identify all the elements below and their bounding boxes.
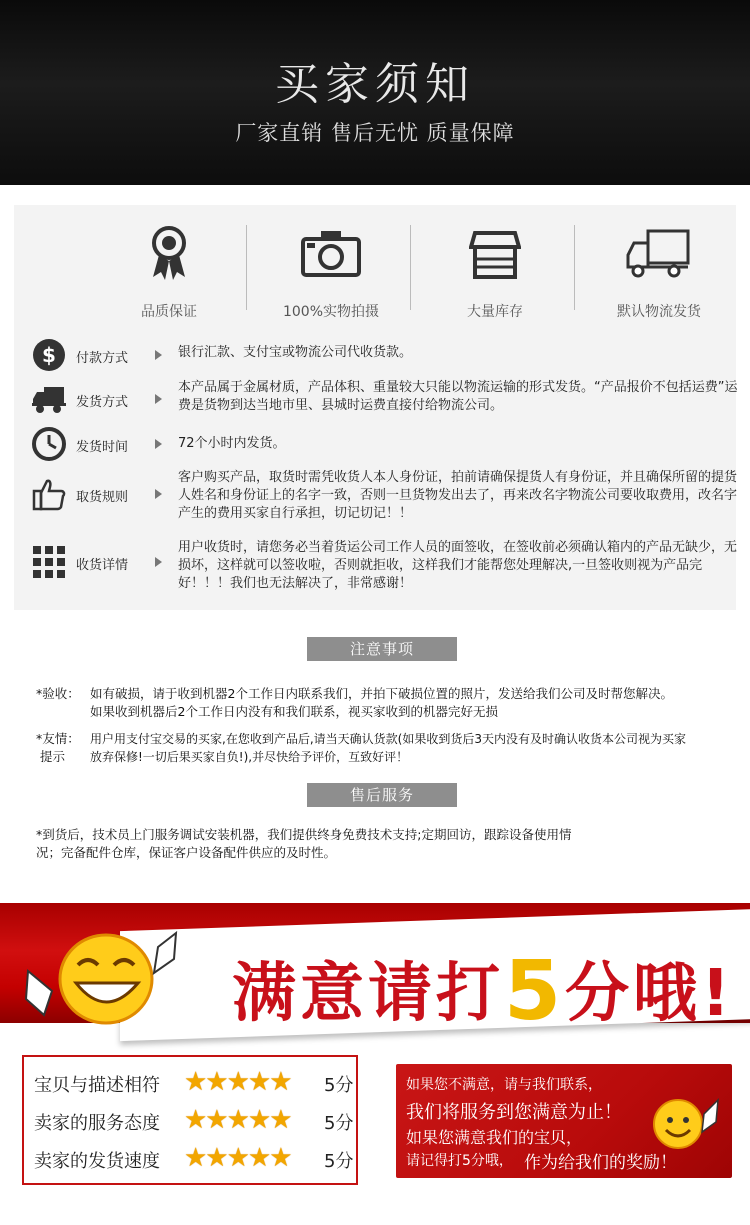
feature-photo: [246, 225, 416, 320]
row-label: 取货规则: [76, 490, 129, 505]
row-label: 收货详情: [76, 558, 129, 573]
clock-icon: [32, 427, 66, 461]
payment-row: [32, 338, 732, 372]
camera-icon: [299, 225, 363, 281]
shipping-time-row: [32, 427, 732, 461]
feature-label: 品质保证: [141, 304, 197, 320]
arrow-right-icon: [155, 557, 162, 567]
grid-icon: [32, 545, 66, 579]
friendly-line-2: 放弃保修!一切后果买家自负!),并尽快给予评价，互致好评！: [90, 750, 409, 764]
row-label: 发货方式: [76, 395, 129, 410]
rating-score: 5分: [324, 1151, 354, 1172]
rating-label: 宝贝与描述相符: [34, 1075, 160, 1096]
inspect-line-2: 如果收到机器后2个工作日内没有和我们联系，视买家收到的机器完好无损: [90, 704, 498, 719]
arrow-right-icon: [155, 350, 162, 360]
row-text: 本产品属于金属材质，产品体积、重量较大只能以物流运输的形式发货。“产品报价不包括运费”运费是货物到达当地市里、县城时运费直接付给物流公司。: [178, 380, 738, 413]
rating-row: [34, 1103, 354, 1137]
award-ribbon-icon: [149, 225, 189, 285]
truck-icon: [32, 381, 66, 415]
banner-five: 5: [504, 944, 566, 1039]
info-panel: [14, 205, 736, 610]
row-text: 客户购买产品，取货时需凭收货人本人身份证，拍前请确保提货人有身份证，并且确保所留的提货人姓名和身份证上的名字一致，否则一旦货物发出去了，再来改名字物流公司要收取费用，改名字产生的费用买家自行承担，切记切记！！: [178, 470, 738, 521]
five-stars-icon: ★★★★★: [184, 1105, 291, 1135]
message-line-1: 如果您不满意，请与我们联系，: [406, 1077, 602, 1093]
five-stars-icon: ★★★★★: [184, 1067, 291, 1097]
arrow-right-icon: [155, 439, 162, 449]
message-line-4b: 作为给我们的奖励！: [524, 1153, 677, 1173]
rating-row: [34, 1141, 354, 1175]
rating-label: 卖家的发货速度: [34, 1151, 160, 1172]
banner-text-before: 满意请打: [232, 957, 504, 1031]
ratings-box: [22, 1055, 358, 1185]
page-title: 买家须知: [275, 59, 475, 110]
feature-label: 100%实物拍摄: [282, 304, 380, 320]
friendly-label: *友情：: [36, 731, 80, 746]
after-sales-line-1: *到货后，技术员上门服务调试安装机器，我们提供终身免费技术支持;定期回访，跟踪设备使用情: [36, 827, 572, 842]
row-label: 付款方式: [76, 351, 129, 366]
rating-label: 卖家的服务态度: [34, 1113, 160, 1134]
rating-score: 5分: [324, 1075, 354, 1096]
inspect-line-1: 如有破损，请于收到机器2个工作日内联系我们，并拍下破损位置的照片，发送给我们公司及时帮您解决。: [90, 686, 673, 701]
truck-icon: [624, 225, 694, 281]
smiley-thumbs-up-icon: [18, 925, 183, 1030]
row-label: 发货时间: [76, 440, 129, 455]
after-sales-section-title: 售后服务: [307, 783, 457, 807]
smiley-icon: [648, 1092, 724, 1152]
banner-text-after: 分哦!: [565, 957, 735, 1031]
receiving-details-row: [32, 539, 738, 599]
notice-section-title: 注意事项: [307, 637, 457, 661]
row-text: 银行汇款、支付宝或物流公司代收货款。: [178, 345, 413, 360]
feature-stock: [410, 225, 580, 320]
feature-shipping: [574, 225, 744, 320]
after-sales-line-2: 况；完备配件仓库，保证客户设备配件供应的及时性。: [36, 845, 337, 860]
inspect-label: *验收：: [36, 686, 80, 701]
svg-text:$: $: [42, 343, 56, 367]
warehouse-icon: [469, 225, 521, 281]
pickup-rules-row: [32, 469, 738, 529]
feature-label: 默认物流发货: [617, 304, 701, 320]
thumbs-up-icon: [32, 477, 66, 511]
dollar-icon: [32, 338, 66, 372]
contact-message-box: [396, 1064, 732, 1178]
arrow-right-icon: [155, 394, 162, 404]
friendly-label-2: 提示: [40, 749, 66, 764]
feature-label: 大量库存: [467, 304, 523, 320]
rating-score: 5分: [324, 1113, 354, 1134]
hero-header: [0, 0, 750, 185]
message-line-2: 我们将服务到您满意为止！: [406, 1102, 622, 1123]
rating-row: [34, 1065, 354, 1099]
row-text: 72个小时内发货。: [178, 436, 286, 451]
feature-quality: [84, 225, 254, 320]
shipping-method-row: [32, 379, 738, 419]
message-line-3: 如果您满意我们的宝贝，: [406, 1128, 583, 1147]
friendly-line-1: 用户用支付宝交易的买家,在您收到产品后,请当天确认货款(如果收到货后3天内没有及时确认收货本公司视为买家: [90, 732, 686, 746]
page-subtitle: 厂家直销 售后无忧 质量保障: [235, 121, 515, 145]
message-line-4a: 请记得打5分哦，: [406, 1153, 513, 1169]
row-text: 用户收货时，请您务必当着货运公司工作人员的面签收，在签收前必须确认箱内的产品无缺少，无损坏，这样就可以签收啦，否则就拒收，这样我们才能帮您处理解决,一旦签收则视为产品完好！！！我们也无法解决了，非常感谢！: [178, 540, 738, 591]
rating-request-text: [232, 940, 735, 1039]
five-stars-icon: ★★★★★: [184, 1143, 291, 1173]
arrow-right-icon: [155, 489, 162, 499]
